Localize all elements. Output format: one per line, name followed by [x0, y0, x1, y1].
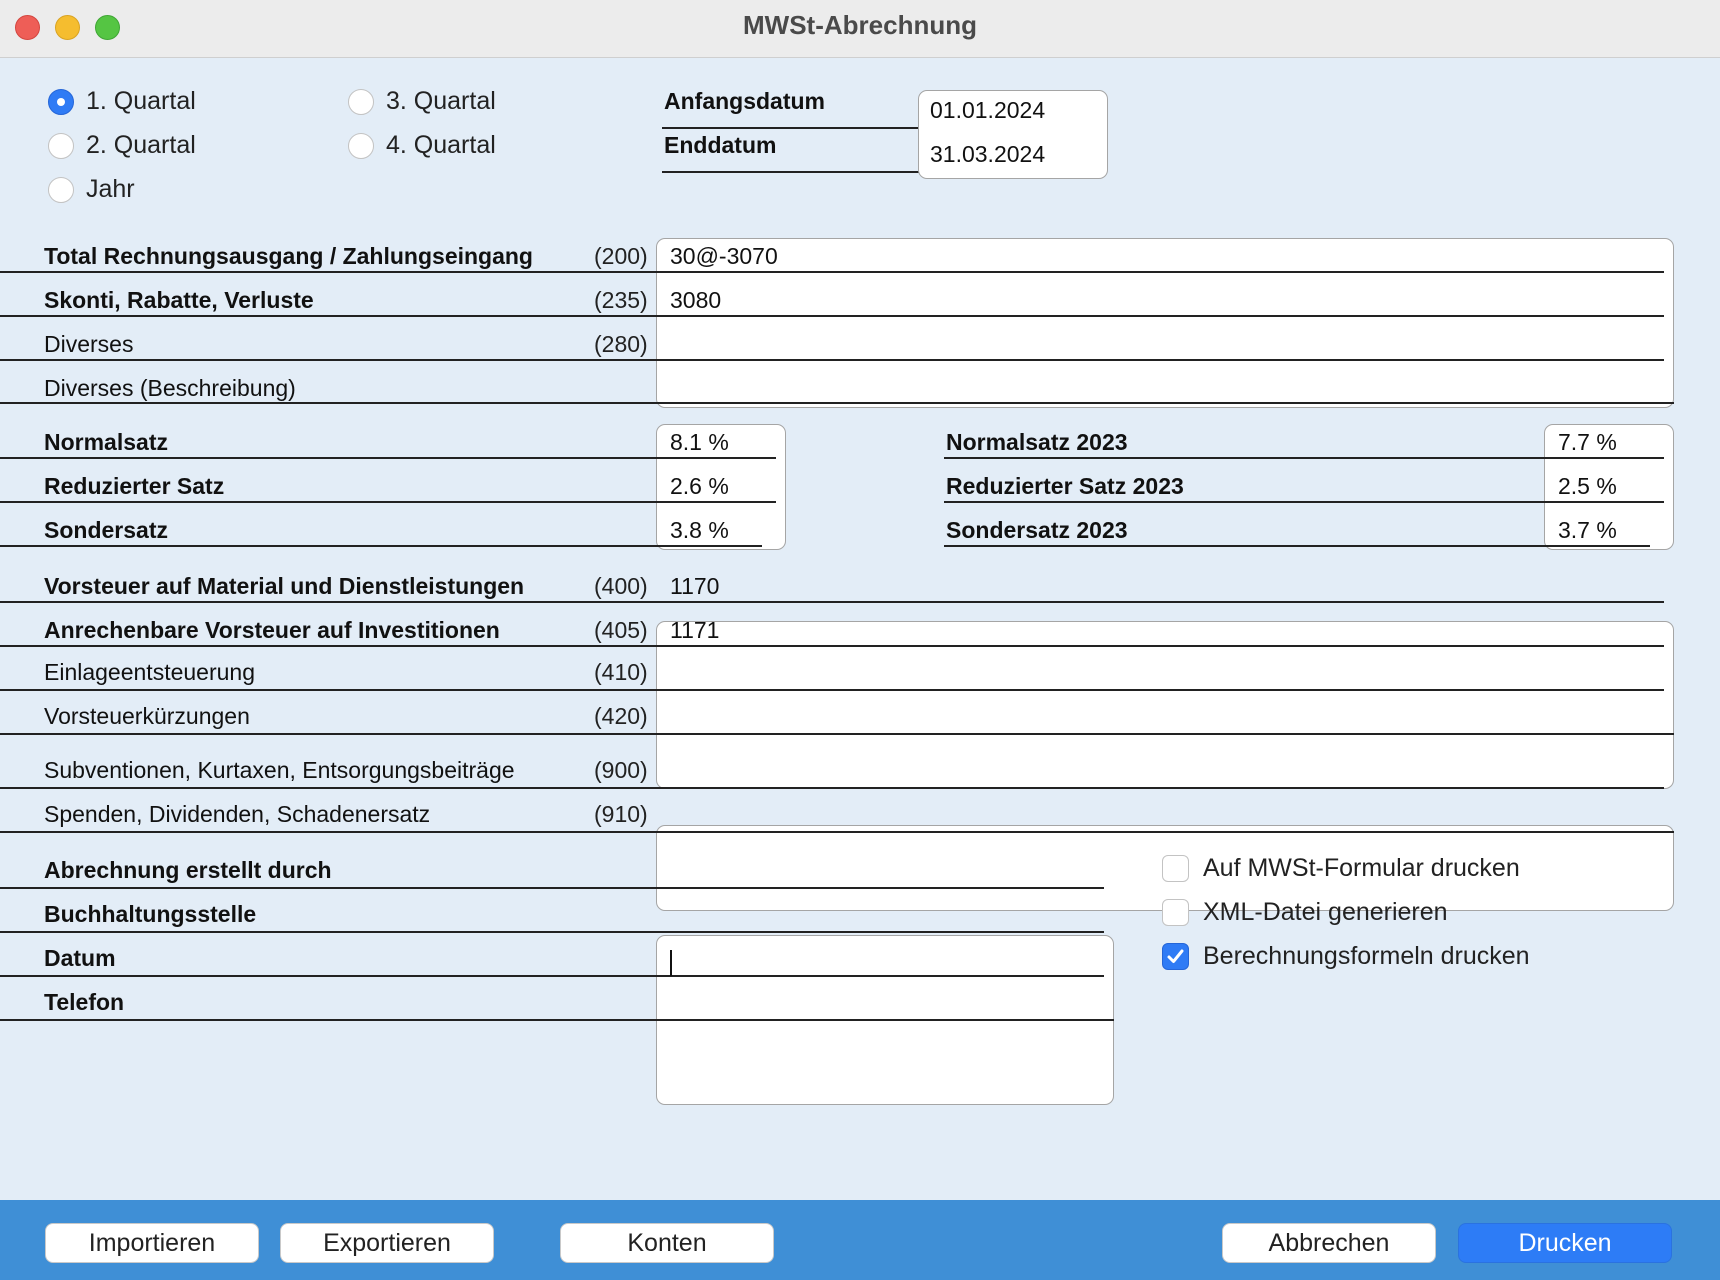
radio-label: 4. Quartal: [386, 131, 496, 159]
checkbox-label: Berechnungsformeln drucken: [1203, 942, 1530, 970]
divider: [0, 501, 776, 503]
input-tax-investments-field[interactable]: 1171: [670, 617, 720, 643]
input-tax-reduction-label: Vorsteuerkürzungen: [44, 703, 250, 729]
input-tax-reduction-code: (420): [594, 703, 648, 729]
accounting-office-label: Buchhaltungsstelle: [44, 901, 257, 927]
checkbox-print-formulas[interactable]: [1162, 942, 1530, 971]
start-date-label: Anfangsdatum: [664, 88, 825, 114]
divider: [0, 315, 1664, 317]
phone-label: Telefon: [44, 989, 125, 1015]
checkbox-unchecked-icon: [1162, 855, 1189, 882]
donations-code: (910): [594, 801, 648, 827]
radio-unselected-icon: [348, 133, 374, 159]
special-rate-2023-field[interactable]: 3.7 %: [1558, 517, 1617, 543]
created-by-label: Abrechnung erstellt durch: [44, 857, 332, 883]
date-label: Datum: [44, 945, 116, 971]
reduced-rate-field[interactable]: 2.6 %: [670, 473, 729, 499]
divider: [0, 402, 1674, 404]
revenue-total-label: Total Rechnungsausgang / Zahlungseingang: [44, 243, 533, 269]
normal-rate-2023-label: Normalsatz 2023: [946, 429, 1128, 455]
checkbox-print-on-form[interactable]: [1162, 854, 1520, 883]
end-date-label: Enddatum: [664, 132, 777, 158]
divider: [944, 501, 1664, 503]
radio-unselected-icon: [48, 177, 74, 203]
donations-label: Spenden, Dividenden, Schadenersatz: [44, 801, 431, 827]
radio-label: 3. Quartal: [386, 87, 496, 115]
input-tax-investments-label: Anrechenbare Vorsteuer auf Investitionen: [44, 617, 500, 643]
normal-rate-field[interactable]: 8.1 %: [670, 429, 729, 455]
deposit-deduction-label: Einlageentsteuerung: [44, 659, 255, 685]
radio-unselected-icon: [348, 89, 374, 115]
input-tax-material-code: (400): [594, 573, 648, 599]
misc-code: (280): [594, 331, 648, 357]
cancel-button[interactable]: Abbrechen: [1222, 1223, 1436, 1263]
divider: [0, 271, 1664, 273]
checkbox-label: XML-Datei generieren: [1203, 898, 1448, 926]
input-tax-investments-code: (405): [594, 617, 648, 643]
discounts-field[interactable]: 3080: [670, 287, 722, 313]
accounts-button[interactable]: Konten: [560, 1223, 774, 1263]
special-rate-field[interactable]: 3.8 %: [670, 517, 729, 543]
checkbox-unchecked-icon: [1162, 899, 1189, 926]
divider: [944, 457, 1664, 459]
reduced-rate-2023-label: Reduzierter Satz 2023: [946, 473, 1184, 499]
checkmark-icon: [1162, 943, 1189, 970]
radio-label: 2. Quartal: [86, 131, 196, 159]
checkbox-generate-xml[interactable]: [1162, 898, 1448, 927]
window-title: MWSt-Abrechnung: [743, 10, 977, 40]
form-content: [0, 57, 1720, 1200]
special-rate-label: Sondersatz: [44, 517, 168, 543]
radio-year[interactable]: [48, 175, 135, 204]
normal-rate-2023-field[interactable]: 7.7 %: [1558, 429, 1617, 455]
radio-label: Jahr: [86, 175, 135, 203]
radio-quarter-3[interactable]: [348, 87, 496, 116]
normal-rate-label: Normalsatz: [44, 429, 168, 455]
export-button[interactable]: Exportieren: [280, 1223, 494, 1263]
title-bar: [0, 0, 1720, 58]
divider: [944, 545, 1650, 547]
radio-quarter-4[interactable]: [348, 131, 496, 160]
divider: [0, 457, 776, 459]
radio-unselected-icon: [48, 133, 74, 159]
misc-label: Diverses: [44, 331, 134, 357]
revenue-total-code: (200): [594, 243, 648, 269]
deposit-deduction-code: (410): [594, 659, 648, 685]
end-date-field[interactable]: 31.03.2024: [930, 141, 1046, 167]
reduced-rate-label: Reduzierter Satz: [44, 473, 225, 499]
misc-description-label: Diverses (Beschreibung): [44, 375, 296, 401]
import-button[interactable]: Importieren: [45, 1223, 259, 1263]
divider: [0, 545, 762, 547]
checkbox-label: Auf MWSt-Formular drucken: [1203, 854, 1520, 882]
radio-selected-icon: [48, 89, 74, 115]
input-tax-material-field[interactable]: 1170: [670, 573, 720, 599]
reduced-rate-2023-field[interactable]: 2.5 %: [1558, 473, 1617, 499]
subsidies-code: (900): [594, 757, 648, 783]
revenue-fields-box: [656, 238, 1674, 408]
button-bar: [0, 1200, 1720, 1280]
print-button[interactable]: Drucken: [1458, 1223, 1672, 1263]
start-date-field[interactable]: 01.01.2024: [930, 97, 1046, 123]
input-tax-material-label: Vorsteuer auf Material und Dienstleistungen: [44, 573, 525, 599]
radio-quarter-2[interactable]: [48, 131, 196, 160]
discounts-code: (235): [594, 287, 648, 313]
discounts-label: Skonti, Rabatte, Verluste: [44, 287, 314, 313]
meta-fields-box: [656, 935, 1114, 1105]
revenue-total-field[interactable]: 30@-3070: [670, 243, 778, 269]
input-tax-box: [656, 621, 1674, 789]
radio-quarter-1[interactable]: [48, 87, 196, 116]
divider: [0, 359, 1664, 361]
subsidies-label: Subventionen, Kurtaxen, Entsorgungsbeiträge: [44, 757, 515, 783]
radio-label: 1. Quartal: [86, 87, 196, 115]
special-rate-2023-label: Sondersatz 2023: [946, 517, 1128, 543]
